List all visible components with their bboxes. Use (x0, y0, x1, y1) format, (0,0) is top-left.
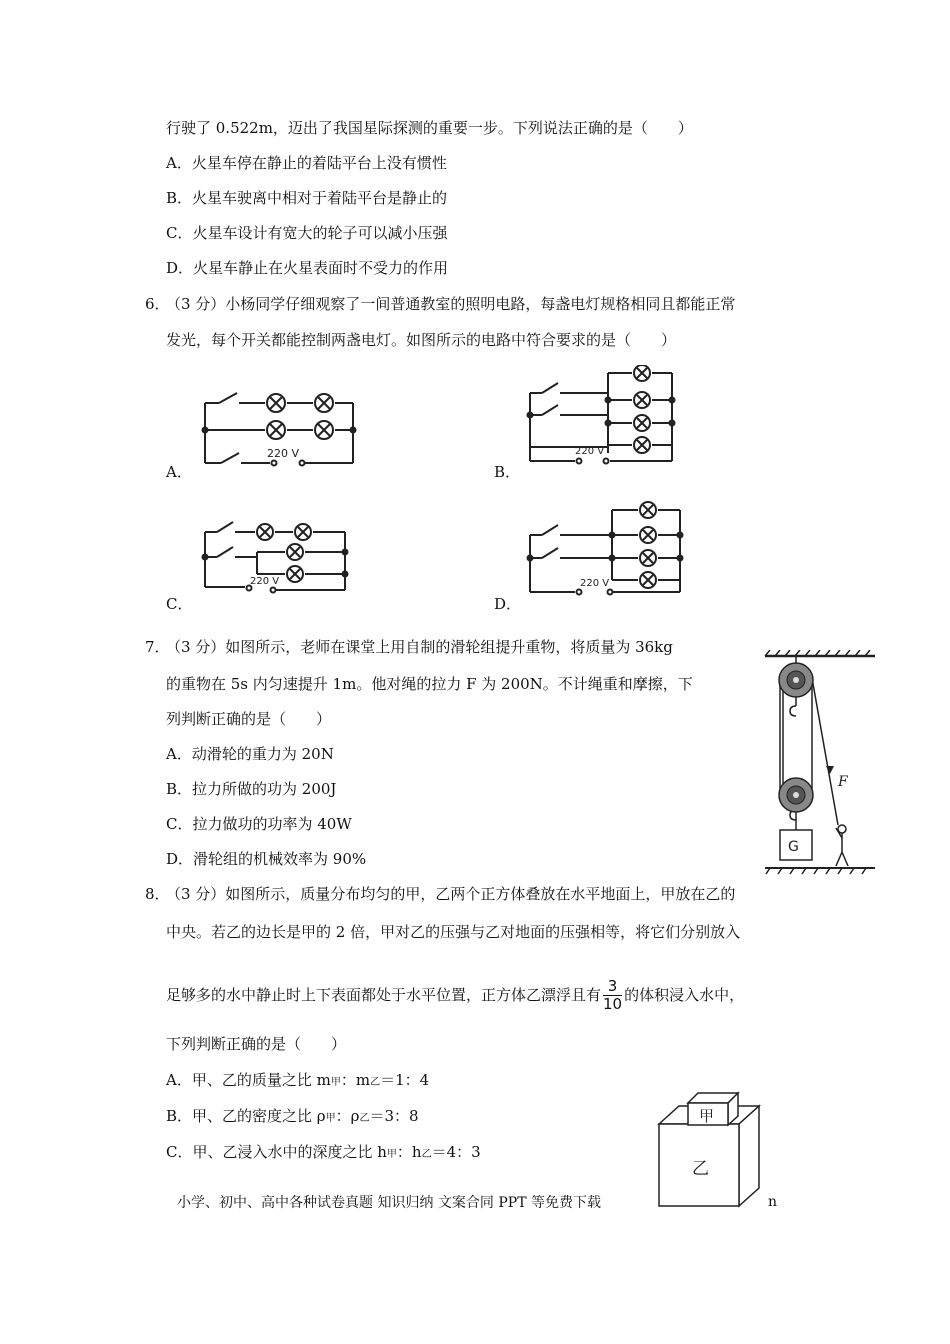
q8-text-line3-a: 足够多的水中静止时上下表面都处于水平位置，正方体乙漂浮且有 (166, 986, 602, 1004)
q7-text-line2: 的重物在 5s 内匀速提升 1m。他对绳的拉力 F 为 200N。不计绳重和摩擦，下 (166, 675, 693, 693)
circuit-d-label: D． (494, 595, 522, 613)
q7-option-d: D．滑轮组的机械效率为 90% (166, 850, 367, 868)
q8-number: 8． (145, 885, 170, 903)
pulley-weight-label: G (788, 839, 799, 855)
circuit-a-voltage: 220 V (267, 447, 300, 460)
circuit-c-voltage: 220 V (250, 576, 280, 587)
circuit-d-voltage: 220 V (580, 578, 610, 589)
q8-fraction-denominator: 10 (603, 994, 623, 1013)
q5-option-b: B．火星车驶离中相对于着陆平台是静止的 (166, 189, 448, 207)
q5-text: 行驶了 0.522m，迈出了我国星际探测的重要一步。下列说法正确的是（ ） (166, 119, 693, 137)
circuit-a-figure (195, 385, 365, 470)
q8-option-c: C．甲、乙浸入水中的深度之比 h甲：h乙＝4：3 (166, 1143, 481, 1161)
page-footer: 小学、初中、高中各种试卷真题 知识归纳 文案合同 PPT 等免费下载 (177, 1195, 601, 1211)
pulley-force-label: F (838, 774, 848, 790)
q5-option-c: C．火星车设计有宽大的轮子可以减小压强 (166, 224, 448, 242)
circuit-c-label: C． (166, 595, 193, 613)
circuit-a-label: A． (166, 463, 192, 481)
circuit-b-voltage: 220 V (575, 446, 605, 457)
pulley-figure (760, 650, 880, 875)
q8-option-a: A．甲、乙的质量之比 m甲：m乙＝1：4 (166, 1071, 430, 1089)
q6-text-line2: 发光，每个开关都能控制两盏电灯。如图所示的电路中符合要求的是（ ） (166, 331, 677, 349)
cube-yi-label: 乙 (692, 1159, 709, 1179)
q7-option-a: A．动滑轮的重力为 20N (166, 745, 334, 763)
q8-fraction-numerator: 3 (603, 978, 622, 996)
page-footer-tail: n (768, 1194, 778, 1210)
q8-text-line3-b: 的体积浸入水中， (624, 986, 745, 1004)
circuit-b-figure (520, 365, 685, 465)
q8-text-line3 (166, 973, 744, 1017)
q8-text-line2: 中央。若乙的边长是甲的 2 倍，甲对乙的压强与乙对地面的压强相等，将它们分别放入 (166, 923, 741, 941)
circuit-b-label: B． (494, 463, 521, 481)
q7-number: 7． (145, 638, 170, 656)
cubes-figure (655, 1080, 770, 1208)
q5-option-d: D．火星车静止在火星表面时不受力的作用 (166, 259, 449, 277)
q8-text-line4: 下列判断正确的是（ ） (166, 1035, 347, 1053)
q6-number: 6． (145, 295, 170, 313)
q8-text-line1: （3 分）如图所示，质量分布均匀的甲，乙两个正方体叠放在水平地面上，甲放在乙的 (166, 885, 736, 903)
cube-jia-label: 甲 (699, 1107, 715, 1125)
q5-option-a: A．火星车停在静止的着陆平台上没有惯性 (166, 154, 447, 172)
q7-text-line3: 列判断正确的是（ ） (166, 710, 332, 728)
q8-option-b: B．甲、乙的密度之比 ρ甲：ρ乙＝3：8 (166, 1107, 419, 1125)
q7-option-b: B．拉力所做的功为 200J (166, 780, 337, 798)
q6-text-line1: （3 分）小杨同学仔细观察了一间普通教室的照明电路，每盏电灯规格相同且都能正常 (166, 295, 736, 313)
q8-fraction (603, 978, 622, 1013)
q7-text-line1: （3 分）如图所示，老师在课堂上用自制的滑轮组提升重物，将质量为 36kg (166, 638, 673, 656)
circuit-d-figure (520, 500, 690, 600)
circuit-c-figure (195, 512, 360, 597)
q7-option-c: C．拉力做功的功率为 40W (166, 815, 352, 833)
